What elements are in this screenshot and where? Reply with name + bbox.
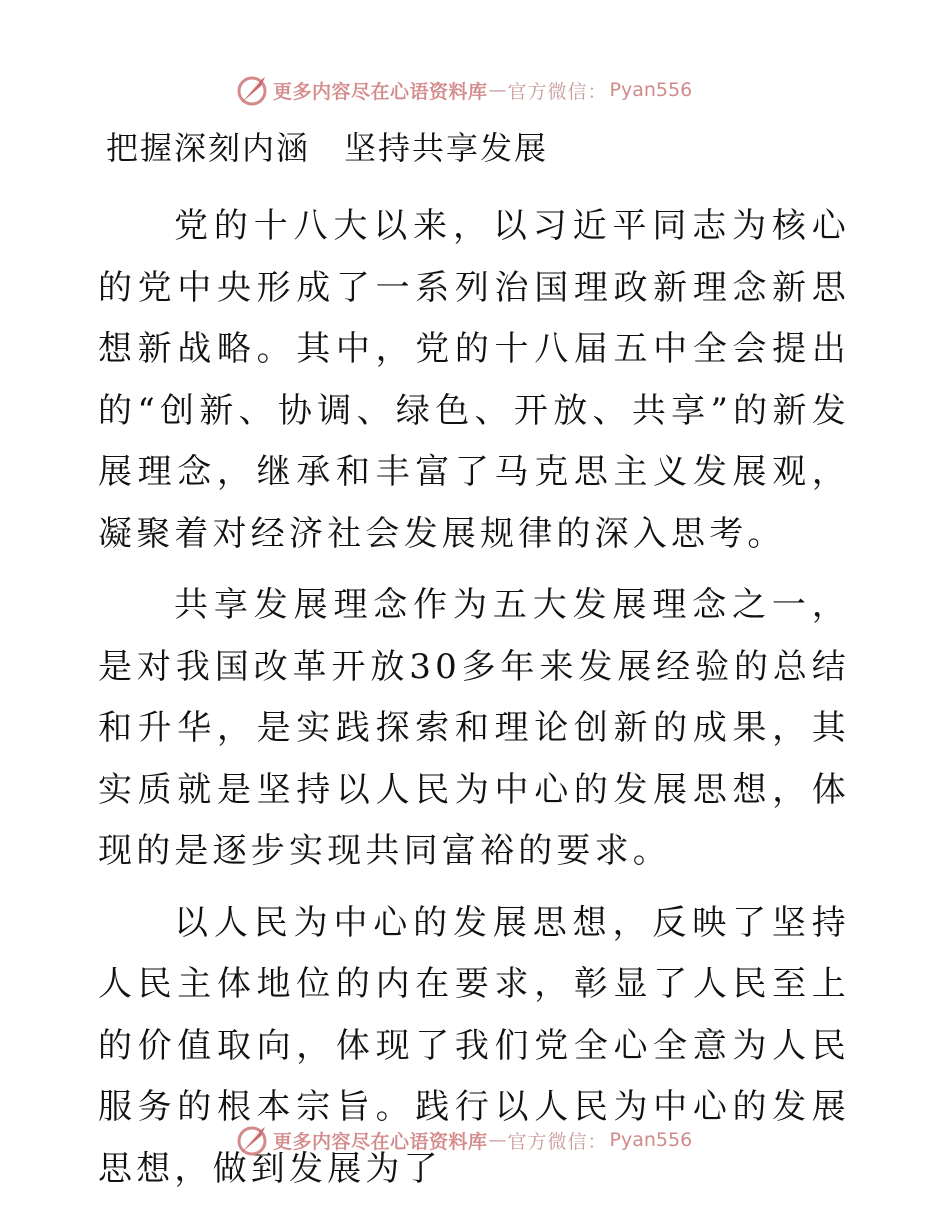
- watermark-header: [235, 72, 692, 108]
- watermark-wechat-id: Pyan556: [609, 79, 693, 101]
- document-title: 把握深刻内涵 坚持共享发展: [106, 129, 549, 167]
- paragraph-2: 共享发展理念作为五大发展理念之一，是对我国改革开放30多年来发展经验的总结和升华，是实践探索和理论创新的成果，其实质就是坚持以人民为中心的发展思想，体现的是逐步实现共同富裕的要求。: [98, 585, 850, 871]
- watermark-footer: [235, 1122, 692, 1158]
- document-body: [98, 196, 850, 1210]
- paragraph-3: 以人民为中心的发展思想，反映了坚持人民主体地位的内在要求，彰显了人民至上的价值取向，体现了我们党全心全意为人民服务的根本宗旨。践行以人民为中心的发展思想，做到发展为了: [98, 902, 850, 1189]
- watermark-wechat-label: 官方微信：: [507, 1130, 608, 1153]
- watermark-dash: —: [488, 79, 507, 101]
- watermark-wechat-id: Pyan556: [609, 1129, 693, 1151]
- quill-logo-icon: [235, 73, 269, 107]
- watermark-site-text: 更多内容尽在心语资料库: [273, 1130, 488, 1153]
- paragraph-1: 党的十八大以来，以习近平同志为核心的党中央形成了一系列治国理政新理念新思想新战略。其中，党的十八届五中全会提出的“创新、协调、绿色、开放、共享”的新发展理念，继承和丰富了马克思主义发展观，凝聚着对经济社会发展规律的深入思考。: [98, 206, 850, 554]
- watermark-wechat-label: 官方微信：: [507, 80, 608, 103]
- watermark-site-text: 更多内容尽在心语资料库: [273, 80, 488, 103]
- quill-logo-icon: [235, 1123, 269, 1157]
- watermark-dash: —: [488, 1129, 507, 1151]
